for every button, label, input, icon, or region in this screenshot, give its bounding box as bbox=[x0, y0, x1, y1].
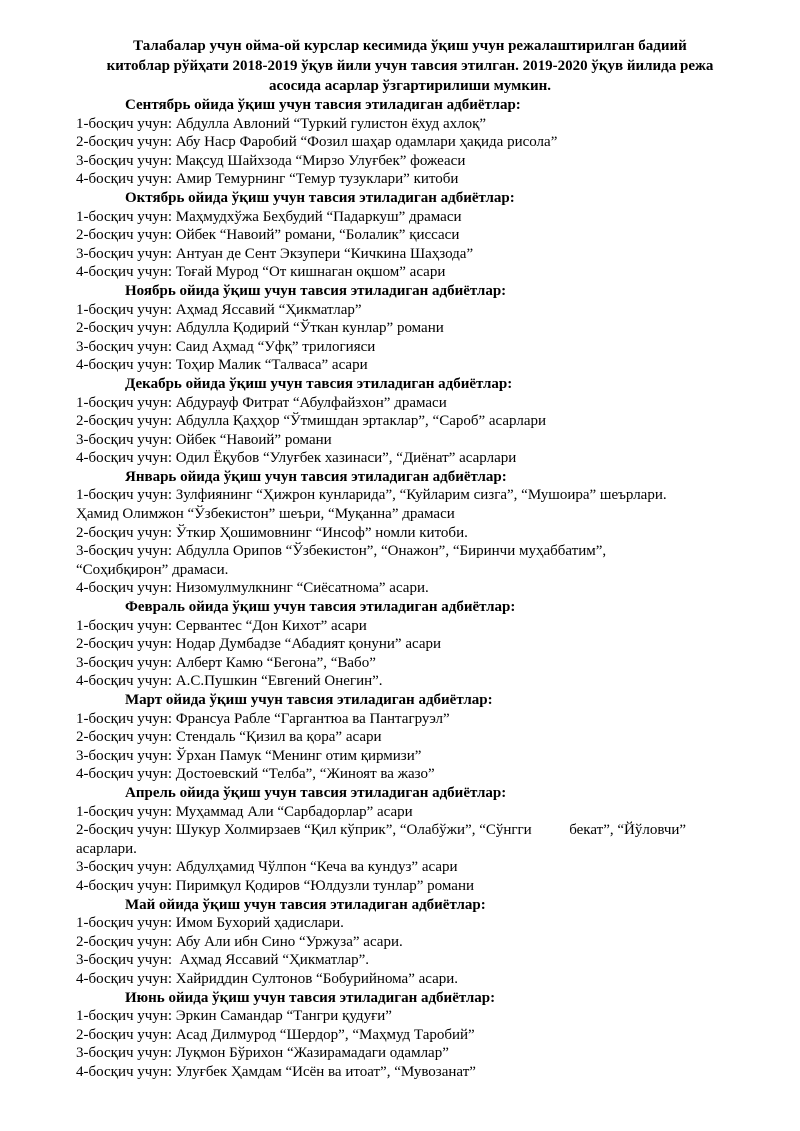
reading-entry: 3-босқич учун: Антуан де Сент Экзупери “Кичкина Шаҳзода” bbox=[76, 245, 474, 262]
reading-entry: 4-босқич учун: А.С.Пушкин “Евгений Онегин”. bbox=[76, 673, 383, 690]
reading-entry: 4-босқич учун: Тоғай Мурод “От кишнаган оқшом” асари bbox=[76, 264, 446, 281]
reading-entry: 3-босқич учун: Мақсуд Шайхзода “Мирзо Улуғбек” фожеаси bbox=[76, 152, 466, 169]
reading-entry: 3-босқич учун: Аҳмад Яссавий “Ҳикматлар”. bbox=[76, 952, 370, 969]
month-heading: Ноябрь ойида ўқиш учун тавсия этиладиган адбиётлар: bbox=[125, 282, 507, 299]
reading-entry: Ҳамид Олимжон “Ўзбекистон” шеъри, “Муқанна” драмаси bbox=[76, 506, 455, 523]
reading-entry: 1-босқич учун: Имом Бухорий ҳадислари. bbox=[76, 915, 344, 932]
document-page bbox=[76, 36, 736, 1081]
reading-entry: 4-босқич учун: Одил Ёқубов “Улуғбек хазинаси”, “Диёнат” асарлари bbox=[76, 450, 517, 467]
reading-entry: 1-босқич учун: Маҳмудхўжа Беҳбудий “Падаркуш” драмаси bbox=[76, 208, 462, 225]
reading-entry: 3-босқич учун: Абдулла Орипов “Ўзбекистон”, “Онажон”, “Биринчи муҳаббатим”, bbox=[76, 543, 607, 560]
reading-entry: “Соҳибқирон” драмаси. bbox=[76, 561, 229, 578]
title-line: асосида асарлар ўзгартирилиши мумкин. bbox=[268, 78, 552, 94]
reading-entry: 3-босқич учун: Луқмон Бўрихон “Жазирамадаги одамлар” bbox=[76, 1045, 449, 1062]
reading-entry: 1-босқич учун: Сервантес “Дон Кихот” асари bbox=[76, 617, 367, 634]
month-heading: Март ойида ўқиш учун тавсия этиладиган адбиётлар: bbox=[125, 692, 493, 708]
reading-entry: 2-босқич учун: Ўткир Ҳошимовнинг “Инсоф” номли китоби. bbox=[76, 524, 468, 541]
reading-entry: 3-босқич учун: Ойбек “Навоий” романи bbox=[76, 431, 332, 448]
month-heading: Апрель ойида ўқиш учун тавсия этиладиган адбиётлар: bbox=[125, 784, 507, 801]
reading-entry: асарлари. bbox=[76, 840, 137, 857]
month-section bbox=[76, 784, 736, 896]
month-heading: Февраль ойида ўқиш учун тавсия этиладиган адбиётлар: bbox=[125, 599, 516, 616]
month-heading: Июнь ойида ўқиш учун тавсия этиладиган адбиётлар: bbox=[125, 989, 496, 1006]
reading-entry: 1-босқич учун: Абдулла Авлоний “Туркий гулистон ёхуд ахлоқ” bbox=[76, 115, 487, 132]
month-section bbox=[76, 468, 736, 598]
month-heading: Сентябрь ойида ўқиш учун тавсия этиладиган адбиётлар: bbox=[125, 97, 521, 113]
reading-entry: 4-босқич учун: Тоҳир Малик “Талваса” асари bbox=[76, 357, 368, 374]
reading-entry: 3-босқич учун: Абдулҳамид Чўлпон “Кеча ва кундуз” асари bbox=[76, 859, 458, 876]
month-heading: Январь ойида ўқиш учун тавсия этиладиган адбиётлар: bbox=[125, 468, 507, 485]
reading-entry: 2-босқич учун: Ойбек “Навоий” романи, “Болалик” қиссаси bbox=[76, 227, 460, 244]
reading-entry: 1-босқич учун: Франсуа Рабле “Гаргантюа ва Пантагруэл” bbox=[76, 710, 450, 727]
reading-entry: 3-босқич учун: Саид Аҳмад “Уфқ” трилогияси bbox=[76, 338, 376, 355]
month-heading: Декабрь ойида ўқиш учун тавсия этиладиган адбиётлар: bbox=[125, 375, 513, 392]
reading-entry: 2-босқич учун: Абдулла Қодирий “Ўткан кунлар” романи bbox=[76, 320, 444, 337]
reading-entry: 2-босқич учун: Нодар Думбадзе “Абадият қонуни” асари bbox=[76, 636, 442, 653]
reading-entry: 1-босқич учун: Зулфиянинг “Ҳижрон кунларида”, “Куйларим сизга”, “Мушоира” шеърлари. bbox=[76, 487, 667, 504]
reading-entry: 3-босқич учун: Ўрхан Памук “Менинг отим қирмизи” bbox=[76, 747, 422, 764]
reading-entry: 1-босқич учун: Абдурауф Фитрат “Абулфайзхон” драмаси bbox=[76, 394, 447, 411]
month-section bbox=[76, 96, 736, 189]
reading-entry: 2-босқич учун: Абдулла Қаҳҳор “Ўтмишдан эртаклар”, “Сароб” асарлари bbox=[76, 413, 547, 430]
reading-entry: 1-босқич учун: Эркин Самандар “Тангри қудуғи” bbox=[76, 1008, 392, 1025]
reading-entry: 4-босқич учун: Пиримқул Қодиров “Юлдузли тунлар” романи bbox=[76, 877, 474, 894]
reading-entry: 4-босқич учун: Низомулмулкнинг “Сиёсатнома” асари. bbox=[76, 580, 429, 597]
month-section bbox=[76, 375, 736, 468]
reading-entry: 2-босқич учун: Асад Дилмурод “Шердор”, “Маҳмуд Таробий” bbox=[76, 1026, 475, 1043]
document-title bbox=[76, 36, 736, 96]
month-section bbox=[76, 598, 736, 691]
reading-entry: 3-босқич учун: Алберт Камю “Бегона”, “Вабо” bbox=[76, 654, 376, 671]
reading-entry: 2-босқич учун: Стендаль “Қизил ва қора” асари bbox=[76, 729, 382, 746]
title-line: Талабалар учун ойма-ой курслар кесимида ўқиш учун режалаштирилган бадиий bbox=[133, 38, 687, 54]
reading-entry: 2-босқич учун: Шукур Холмирзаев “Қил кўприк”, “Олабўжи”, “Сўнгги бекат”, “Йўловчи” bbox=[76, 822, 687, 839]
month-section bbox=[76, 691, 736, 784]
month-section bbox=[76, 189, 736, 282]
reading-entry: 1-босқич учун: Аҳмад Яссавий “Ҳикматлар” bbox=[76, 301, 362, 318]
reading-entry: 4-босқич учун: Достоевский “Телба”, “Жиноят ва жазо” bbox=[76, 766, 435, 783]
reading-entry: 2-босқич учун: Абу Али ибн Сино “Уржуза” асари. bbox=[76, 933, 403, 950]
reading-entry: 1-босқич учун: Муҳаммад Али “Сарбадорлар” асари bbox=[76, 803, 413, 820]
reading-entry: 4-босқич учун: Амир Темурнинг “Темур тузуклари” китоби bbox=[76, 171, 459, 188]
reading-entry: 4-босқич учун: Хайриддин Султонов “Бобурийнома” асари. bbox=[76, 970, 459, 987]
month-section bbox=[76, 282, 736, 375]
month-heading: Октябрь ойида ўқиш учун тавсия этиладиган адбиётлар: bbox=[125, 189, 515, 206]
reading-entry: 4-босқич учун: Улуғбек Ҳамдам “Исён ва итоат”, “Мувозанат” bbox=[76, 1063, 476, 1080]
title-line: китоблар рўйҳати 2018-2019 ўқув йили учун тавсия этилган. 2019-2020 ўқув йилида режа bbox=[106, 58, 714, 74]
month-heading: Май ойида ўқиш учун тавсия этиладиган адбиётлар: bbox=[125, 896, 486, 913]
month-section bbox=[76, 896, 736, 989]
monthly-reading-list bbox=[76, 96, 736, 1081]
month-section bbox=[76, 989, 736, 1082]
reading-entry: 2-босқич учун: Абу Наср Фаробий “Фозил шаҳар одамлари ҳақида рисола” bbox=[76, 134, 558, 151]
